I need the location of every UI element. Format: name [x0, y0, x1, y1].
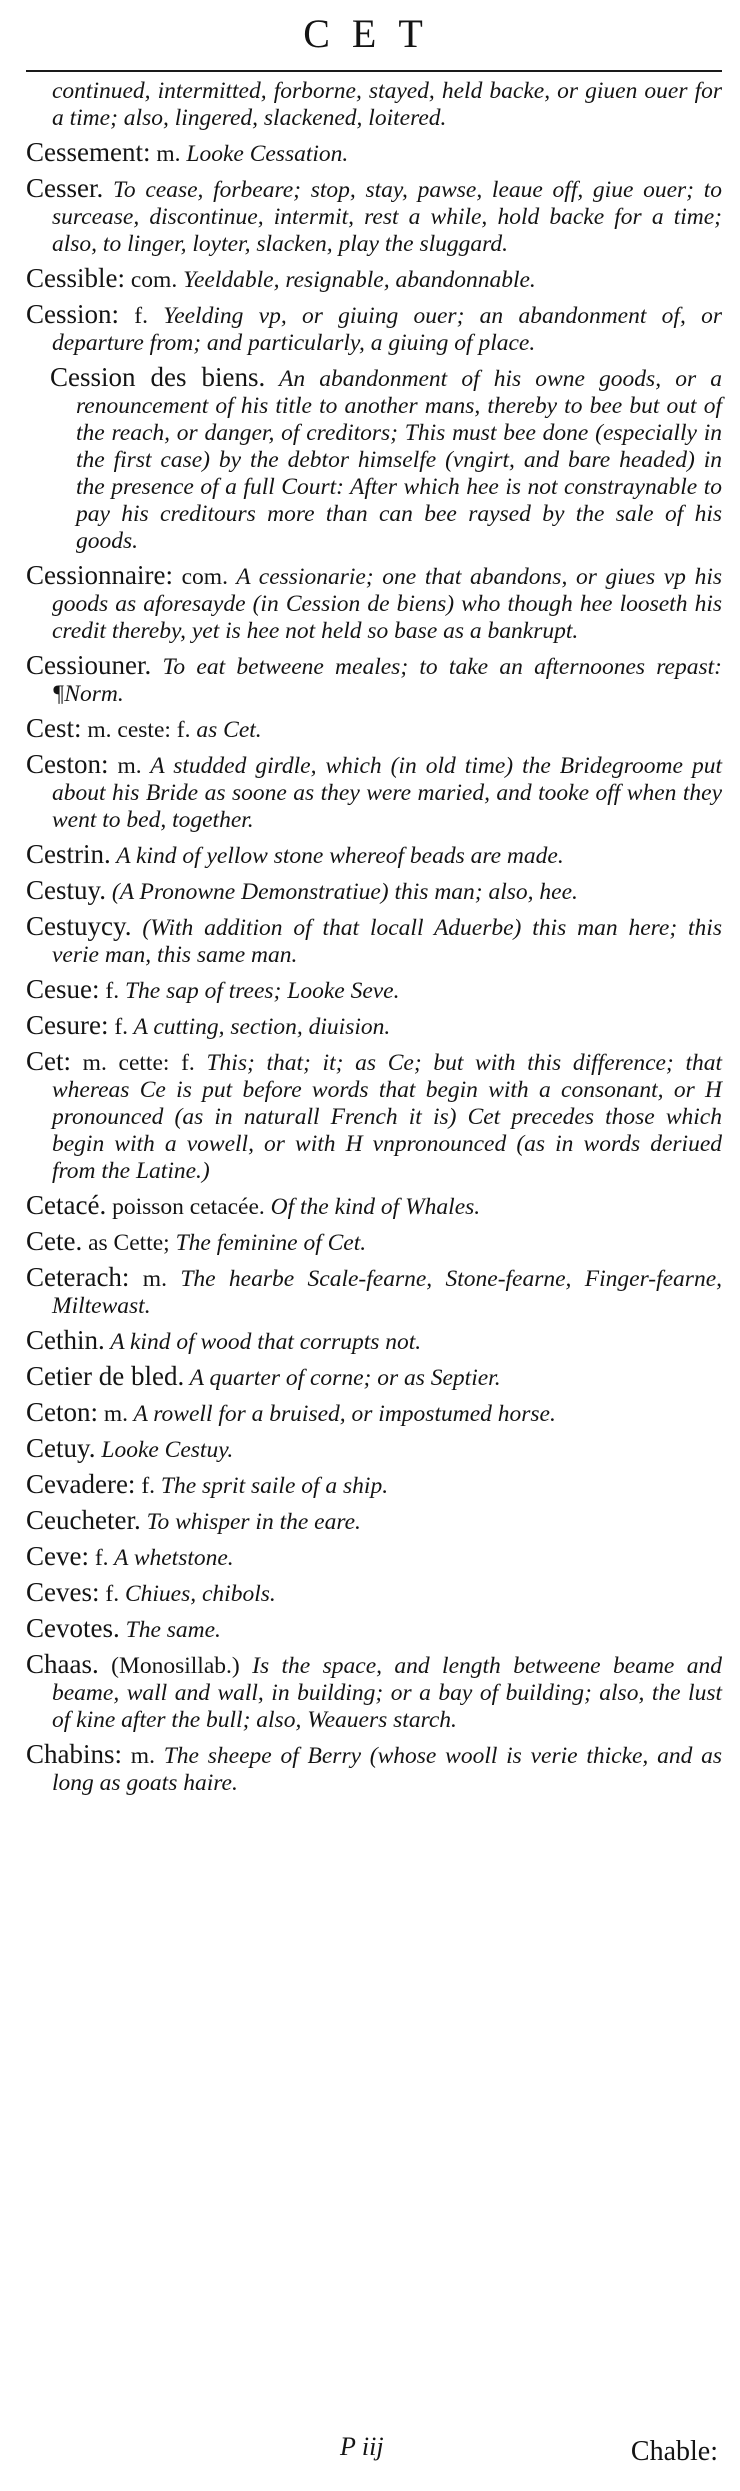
- entry-headword: Ceve:: [26, 1541, 89, 1571]
- entry-grammar: f.: [88, 1545, 109, 1571]
- entry-cesser: [26, 175, 722, 258]
- entry-grammar: f.: [99, 978, 120, 1004]
- entry-cetier-de-bled: [26, 1363, 722, 1392]
- entry-headword: Cestuycy.: [26, 911, 132, 941]
- entry-chabins: [26, 1741, 722, 1797]
- entry-headword: Cetier de bled.: [26, 1361, 185, 1391]
- entry-cessionnaire: [26, 562, 722, 645]
- entry-definition: A kind of wood that corrupts not.: [104, 1329, 422, 1355]
- entry-cevadere: [26, 1471, 722, 1500]
- entry-headword: Chaas.: [26, 1649, 99, 1679]
- entry-headword: Cessible:: [26, 263, 125, 293]
- entry-ceucheter: [26, 1507, 722, 1536]
- entry-definition: Looke Cessation.: [180, 141, 349, 167]
- entry-headword: Ceton:: [26, 1397, 98, 1427]
- entry-headword: Chabins:: [26, 1739, 123, 1769]
- header-rule: [26, 70, 722, 72]
- entry-definition: This; that; it; as Ce; but with this difference; that whereas Ce is put before words that begin with a consonant, or H pronounced (as in naturall French it is) Cet precedes those which begin with a vowell, or with H vnpronounced (as in words deriued from the Latine.): [52, 1050, 723, 1184]
- entry-grammar: poisson cetacée.: [106, 1194, 265, 1220]
- entry-grammar: f.: [135, 1473, 156, 1499]
- entry-definition: A cessionarie; one that abandons, or giues vp his goods as aforesayde (in Cession de biens) who though hee looseth his credit thereby, yet is hee not held so base as a bankrupt.: [52, 564, 722, 644]
- entry-grammar: f.: [119, 303, 148, 329]
- entry-headword: Cethin.: [26, 1325, 105, 1355]
- entry-headword: Cete.: [26, 1226, 83, 1256]
- entry-headword: Cessionnaire:: [26, 560, 173, 590]
- entry-cestrin: [26, 841, 722, 870]
- entry-grammar: m. ceste: f.: [81, 717, 191, 743]
- entry-headword: Cetacé.: [26, 1190, 107, 1220]
- entry-definition: A studded girdle, which (in old time) the Bridegroome put about his Bride as soone as they were maried, and tooke off when they went to bed, together.: [52, 753, 722, 833]
- entry-cesure: [26, 1012, 722, 1041]
- entry-definition: To eat betweene meales; to take an afternoones repast: ¶Norm.: [52, 654, 722, 707]
- entry-cessible: [26, 265, 722, 294]
- entry-definition: An abandonment of his owne goods, or a renouncement of his title to another mans, thereby to bee but out of the reach, or danger, of creditors; This must bee done (especially in the first case) by the debtor himselfe (vngirt, and bare headed) in the presence of a full Court: After which hee is not constraynable to pay his creditours more than can bee raysed by the sale of his goods.: [76, 366, 722, 554]
- entry-headword: Ceves:: [26, 1577, 100, 1607]
- entry-cession: [26, 301, 722, 357]
- entry-definition: The hearbe Scale-fearne, Stone-fearne, Finger-fearne, Miltewast.: [52, 1266, 723, 1319]
- entry-definition: The sheepe of Berry (whose wooll is verie thicke, and as long as goats haire.: [52, 1743, 723, 1796]
- entry-cet: [26, 1048, 722, 1185]
- entry-grammar: (Monosillab.): [98, 1653, 240, 1679]
- entry-definition: The sap of trees; Looke Seve.: [119, 978, 400, 1004]
- entry-definition: A cutting, section, diuision.: [128, 1014, 391, 1040]
- entry-cevotes: [26, 1615, 722, 1644]
- entry-cest: [26, 715, 722, 744]
- entry-grammar: com.: [125, 267, 178, 293]
- catchword: Chable:: [630, 2436, 718, 2467]
- entry-headword: Cet:: [26, 1046, 71, 1076]
- entry-cetace: [26, 1192, 722, 1221]
- entry-headword: Cesure:: [26, 1010, 109, 1040]
- entry-definition: Looke Cestuy.: [95, 1437, 234, 1463]
- entry-grammar: m.: [129, 1266, 167, 1292]
- signature-mark: P iij: [340, 2432, 384, 2461]
- entry-cessiouner: [26, 652, 722, 708]
- entry-definition: (With addition of that locall Aduerbe) this man here; this verie man, this same man.: [52, 915, 722, 968]
- entry-headword: Cesue:: [26, 974, 100, 1004]
- entry-definition: Yeeldable, resignable, abandonnable.: [177, 267, 536, 293]
- entry-cethin: [26, 1327, 722, 1356]
- entry-definition: To cease, forbeare; stop, stay, pawse, leaue off, giue ouer; to surcease, discontinue, intermit, rest a while, hold backe for a time; also, to linger, loyter, slacken, play the sluggard.: [52, 177, 722, 257]
- entry-grammar: f.: [108, 1014, 129, 1040]
- entry-grammar: m. cette: f.: [71, 1050, 195, 1076]
- entry-definition: A whetstone.: [108, 1545, 234, 1571]
- entry-headword: Cession:: [26, 299, 120, 329]
- entry-cesue: [26, 976, 722, 1005]
- entry-cestuycy: [26, 913, 722, 969]
- entry-definition: A quarter of corne; or as Septier.: [184, 1365, 501, 1391]
- entry-headword: Cevadere:: [26, 1469, 136, 1499]
- entry-ceton: [26, 1399, 722, 1428]
- entry-chaas: [26, 1651, 722, 1734]
- entry-grammar: as Cette;: [82, 1230, 170, 1256]
- entry-definition: The sprit saile of a ship.: [155, 1473, 389, 1499]
- entry-definition: Yeelding vp, or giuing ouer; an abandonment of, or departure from; and particularly, a giuing of place.: [52, 303, 722, 356]
- entry-headword: Cestuy.: [26, 875, 106, 905]
- entry-headword: Cession des biens.: [50, 362, 266, 392]
- entry-headword: Ceucheter.: [26, 1505, 141, 1535]
- entry-headword: Cesser.: [26, 173, 104, 203]
- entry-headword: Ceston:: [26, 749, 109, 779]
- entry-definition: The feminine of Cet.: [169, 1230, 367, 1256]
- entry-grammar: m.: [122, 1743, 155, 1769]
- running-header: CET: [303, 11, 445, 56]
- entry-ceterach: [26, 1264, 722, 1320]
- entry-headword: Cetuy.: [26, 1433, 96, 1463]
- entry-cessement: [26, 139, 722, 168]
- entry-definition: Chiues, chibols.: [119, 1581, 276, 1607]
- entry-cetuy: [26, 1435, 722, 1464]
- entry-ceston: [26, 751, 722, 834]
- entry-headword: Ceterach:: [26, 1262, 130, 1292]
- entry-grammar: m.: [108, 753, 142, 779]
- entry-grammar: f.: [99, 1581, 120, 1607]
- entry-headword: Cevotes.: [26, 1613, 120, 1643]
- entry-grammar: m.: [98, 1401, 129, 1427]
- entry-definition: as Cet.: [190, 717, 262, 743]
- entry-cete: [26, 1228, 722, 1257]
- entry-grammar: com.: [172, 564, 228, 590]
- entry-headword: Cessiouner.: [26, 650, 152, 680]
- entry-cestuy: [26, 877, 722, 906]
- entry-definition: To whisper in the eare.: [140, 1509, 361, 1535]
- entry-grammar: m.: [150, 141, 181, 167]
- entry-definition: The same.: [119, 1617, 221, 1643]
- entry-definition: Of the kind of Whales.: [264, 1194, 481, 1220]
- entry-headword: Cessement:: [26, 137, 151, 167]
- entry-ceves: [26, 1579, 722, 1608]
- entry-headword: Cestrin.: [26, 839, 111, 869]
- entry-ceve: [26, 1543, 722, 1572]
- entry-headword: Cest:: [26, 713, 82, 743]
- entry-definition: (A Pronowne Demonstratiue) this man; also, hee.: [106, 879, 578, 905]
- entry-definition: A rowell for a bruised, or impostumed horse.: [128, 1401, 556, 1427]
- entry-definition: Is the space, and length betweene beame and beame, wall and wall, in building; or a bay of building; also, the lust of kine after the bull; also, Weauers starch.: [52, 1653, 722, 1733]
- page-footer: [0, 2432, 740, 2472]
- entry-definition: continued, intermitted, forborne, stayed, held backe, or giuen ouer for a time; also, lingered, slackened, loitered.: [52, 78, 722, 131]
- entry-list: [26, 76, 722, 1797]
- entry-continued: [26, 76, 722, 132]
- entry-cession-des-biens: [26, 364, 722, 555]
- entry-definition: A kind of yellow stone whereof beads are made.: [110, 843, 564, 869]
